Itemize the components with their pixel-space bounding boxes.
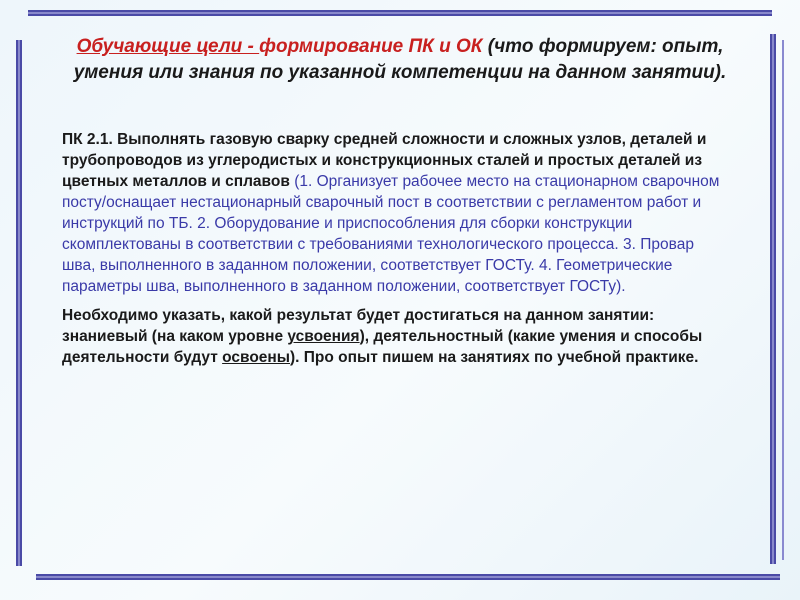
- frame-left-border: [16, 40, 22, 566]
- frame-right-border: [770, 34, 776, 564]
- competency-statement: ПК 2.1. Выполнять газовую сварку средней сложности и сложных узлов, деталей и трубопроводов из углеродистых и конструкционных сталей и простых деталей из цветных металлов и сплавов: [62, 131, 707, 190]
- note-text-1: Необходимо указать, какой результат будет достигаться на данном занятии: знаниевый (на каком уровне: [62, 307, 655, 345]
- frame-bottom-border: [36, 574, 780, 580]
- note-underlined-1: усвоения: [287, 328, 360, 345]
- title-explanation: (что формируем: опыт, умения или знания по указанной компетенции на данном занятии).: [73, 36, 727, 83]
- competency-criteria: (1. Организует рабочее место на стационарном сварочном посту/оснащает нестационарный сварочный пост в соответствии с регламентом работ и инструкций по ТБ. 2. Оборудование и приспособления для сборки конструкции скомплектованы в соответствии с требованиями технологического процесса. 3. Провар шва, выполненного в заданном положении, соответствует ГОСТу. 4. Геометрические параметры шва, выполненного в заданном положении, соответствует ГОСТу).: [62, 173, 720, 295]
- competency-paragraph: [62, 129, 722, 297]
- slide-body: [62, 129, 722, 368]
- note-underlined-2: освоены: [222, 349, 291, 366]
- title-formation: формирование ПК и ОК: [259, 36, 483, 57]
- note-text-2: ), деятельностный (какие умения и способы деятельности будут: [62, 328, 703, 366]
- note-paragraph: [62, 305, 722, 368]
- title-learning-goals: Обучающие цели -: [76, 36, 260, 57]
- frame-right-thin-line: [782, 40, 784, 560]
- frame-top-border: [28, 10, 772, 16]
- slide-title: [40, 34, 760, 86]
- note-text-3: ). Про опыт пишем на занятиях по учебной практике.: [290, 349, 699, 366]
